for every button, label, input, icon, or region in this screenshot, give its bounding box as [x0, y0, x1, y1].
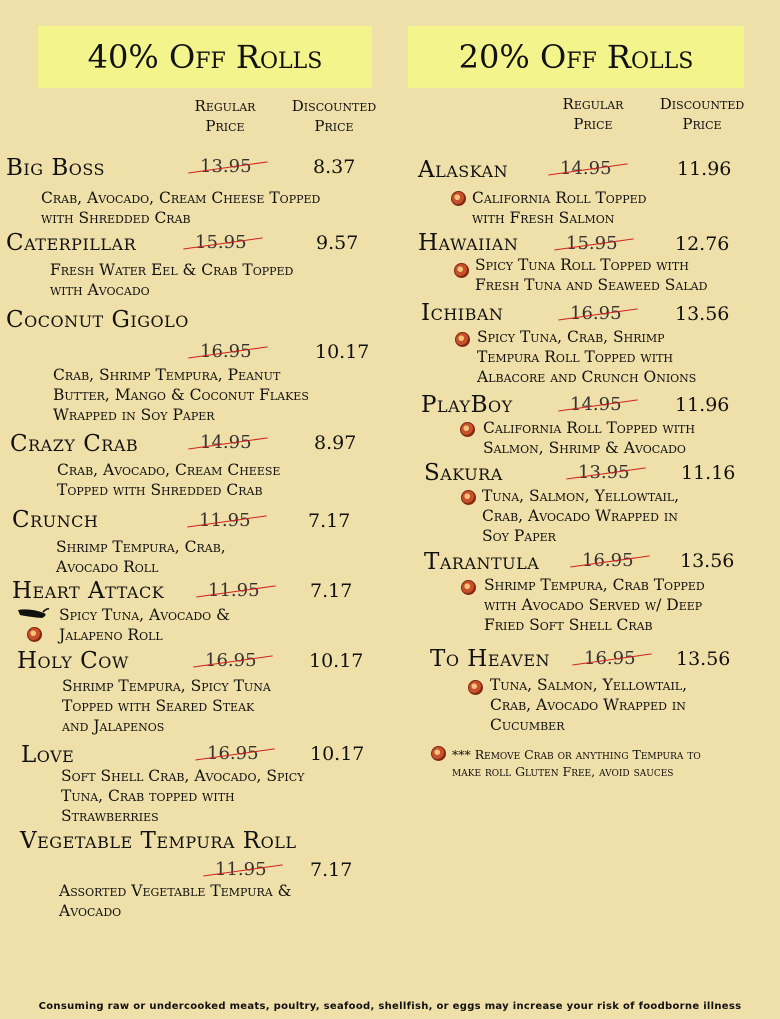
menu-item-description: Fresh Water Eel & Crab Topped: [50, 261, 294, 279]
gluten-free-icon: [468, 680, 483, 695]
foodborne-illness-disclaimer: Consuming raw or undercooked meats, poultry, seafood, shellfish, or eggs may increase your risk of foodborne illness: [38, 1001, 742, 1012]
menu-item-name: Crunch: [12, 507, 99, 533]
regular-price: 16.95: [584, 648, 636, 669]
discounted-price: 11.96: [675, 394, 730, 416]
menu-item-name: Coconut Gigolo: [6, 307, 189, 333]
menu-item-description: Crab, Avocado Wrapped in: [490, 696, 686, 714]
menu-item-description: Fresh Tuna and Seaweed Salad: [475, 276, 708, 294]
discounted-price: 10.17: [310, 743, 365, 765]
menu-item-description: Avocado: [59, 902, 122, 920]
gluten-free-icon: [431, 746, 446, 761]
menu-item-description: Crab, Shrimp Tempura, Peanut: [53, 366, 281, 384]
menu-item-description: Soy Paper: [482, 527, 556, 545]
menu-item-description: Spicy Tuna, Avocado &: [59, 606, 230, 624]
regular-price: 11.95: [199, 510, 251, 531]
menu-item-description: Jalapeno Roll: [59, 626, 163, 644]
gluten-free-icon: [27, 627, 42, 642]
gluten-free-icon: [461, 490, 476, 505]
menu-item-description: Assorted Vegetable Tempura &: [59, 882, 292, 900]
menu-item-name: Hawaiian: [418, 230, 519, 256]
regular-price: 13.95: [200, 156, 252, 177]
header-20-off-label: 20% Off Rolls: [458, 38, 694, 76]
menu-item-name: Heart Attack: [12, 578, 165, 604]
discounted-price: 8.37: [313, 156, 356, 178]
menu-item-description: with Avocado: [50, 281, 150, 299]
header-40-off: [38, 26, 372, 88]
regular-price: 16.95: [570, 303, 622, 324]
menu-item-description: Strawberries: [61, 807, 159, 825]
menu-item-description: Shrimp Tempura, Crab,: [56, 538, 226, 556]
gluten-free-icon: [461, 580, 476, 595]
menu-item-name: Caterpillar: [6, 230, 137, 256]
discounted-price: 13.56: [680, 550, 735, 572]
menu-item-name: Alaskan: [418, 157, 509, 183]
discounted-price: 7.17: [308, 510, 351, 532]
right-regular-price-heading: Regular Price: [562, 95, 624, 133]
menu-item-name: To Heaven: [430, 646, 550, 672]
right-discounted-price-heading: Discounted Price: [659, 95, 745, 133]
menu-item-name: Tarantula: [424, 549, 540, 575]
menu-item-name: Crazy Crab: [10, 431, 139, 457]
menu-item-description: Topped with Shredded Crab: [57, 481, 263, 499]
menu-item-description: with Avocado Served w/ Deep: [484, 596, 703, 614]
regular-price: 15.95: [195, 232, 247, 253]
discounted-price: 13.56: [675, 303, 730, 325]
gluten-free-icon: [451, 191, 466, 206]
menu-item-description: with Shredded Crab: [41, 209, 191, 227]
regular-price: 16.95: [582, 550, 634, 571]
discounted-price: 10.17: [309, 650, 364, 672]
discounted-price: 7.17: [310, 859, 353, 881]
gluten-free-note: *** Remove Crab or anything Tempura to make roll Gluten Free, avoid sauces: [452, 747, 701, 779]
discounted-price: 8.97: [314, 432, 357, 454]
left-discounted-price-heading: Discounted Price: [291, 97, 377, 135]
discounted-price: 9.57: [316, 232, 359, 254]
menu-item-description: Spicy Tuna, Crab, Shrimp: [477, 328, 665, 346]
menu-item-description: Tuna, Salmon, Yellowtail,: [482, 487, 680, 505]
menu-item-description: Avocado Roll: [56, 558, 159, 576]
menu-item-description: Soft Shell Crab, Avocado, Spicy: [61, 767, 305, 785]
regular-price: 11.95: [208, 580, 260, 601]
menu-item-description: Wrapped in Soy Paper: [53, 406, 215, 424]
menu-item-description: Fried Soft Shell Crab: [484, 616, 653, 634]
menu-item-description: Shrimp Tempura, Crab Topped: [484, 576, 705, 594]
regular-price: 16.95: [205, 650, 257, 671]
discounted-price: 7.17: [310, 580, 353, 602]
menu-item-description: California Roll Topped: [472, 189, 647, 207]
regular-price: 13.95: [578, 462, 630, 483]
pepper-icon: [16, 606, 50, 620]
regular-price: 11.95: [215, 859, 267, 880]
menu-item-description: California Roll Topped with: [483, 419, 695, 437]
header-20-off: [408, 26, 744, 88]
menu-item-description: and Jalapenos: [62, 717, 165, 735]
menu-item-name: Holy Cow: [17, 648, 129, 674]
regular-price: 15.95: [566, 233, 618, 254]
menu-item-description: Crab, Avocado Wrapped in: [482, 507, 678, 525]
left-regular-price-heading: Regular Price: [194, 97, 256, 135]
discounted-price: 11.16: [681, 462, 736, 484]
menu-item-description: Tuna, Crab topped with: [61, 787, 235, 805]
gluten-free-icon: [460, 422, 475, 437]
menu-item-name: Big Boss: [6, 155, 105, 181]
discounted-price: 12.76: [675, 233, 730, 255]
regular-price: 14.95: [200, 432, 252, 453]
regular-price: 14.95: [570, 394, 622, 415]
regular-price: 16.95: [207, 743, 259, 764]
menu-item-name: Ichiban: [421, 300, 504, 326]
menu-item-description: Cucumber: [490, 716, 565, 734]
menu-item-description: Tempura Roll Topped with: [477, 348, 674, 366]
discounted-price: 11.96: [677, 158, 732, 180]
menu-item-description: Salmon, Shrimp & Avocado: [483, 439, 686, 457]
menu-item-description: Albacore and Crunch Onions: [477, 368, 697, 386]
menu-item-name: PlayBoy: [421, 392, 513, 418]
menu-item-description: Butter, Mango & Coconut Flakes: [53, 386, 309, 404]
menu-item-description: with Fresh Salmon: [472, 209, 615, 227]
menu-item-name: Vegetable Tempura Roll: [20, 828, 297, 854]
header-40-off-label: 40% Off Rolls: [87, 38, 323, 76]
menu-item-description: Crab, Avocado, Cream Cheese Topped: [41, 189, 321, 207]
discounted-price: 10.17: [315, 341, 370, 363]
menu-item-description: Shrimp Tempura, Spicy Tuna: [62, 677, 271, 695]
discounted-price: 13.56: [676, 648, 731, 670]
menu-item-description: Topped with Seared Steak: [62, 697, 255, 715]
regular-price: 16.95: [200, 341, 252, 362]
gluten-free-icon: [455, 332, 470, 347]
menu-item-description: Crab, Avocado, Cream Cheese: [57, 461, 281, 479]
menu-item-name: Sakura: [424, 460, 503, 486]
menu-item-description: Spicy Tuna Roll Topped with: [475, 256, 689, 274]
menu-item-description: Tuna, Salmon, Yellowtail,: [490, 676, 688, 694]
gluten-free-icon: [454, 263, 469, 278]
regular-price: 14.95: [560, 158, 612, 179]
menu-item-name: Love: [21, 742, 75, 768]
